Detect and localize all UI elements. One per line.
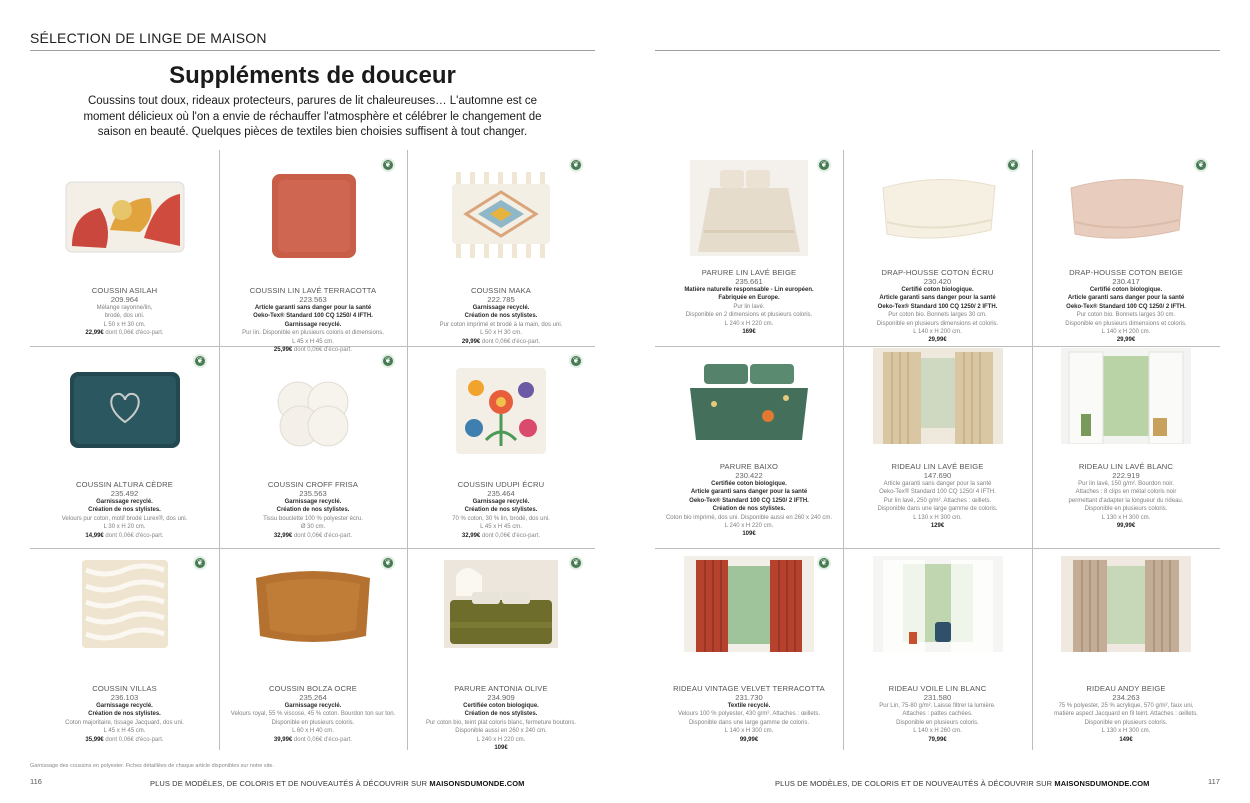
eco-participation: dont 0,06€ d'éco-part. bbox=[103, 532, 164, 539]
eco-participation: dont 0,06€ d'éco-part. bbox=[103, 736, 164, 743]
product-info bbox=[225, 480, 401, 540]
product-price: 99,99€ bbox=[1116, 523, 1136, 530]
product-price: 129€ bbox=[930, 523, 945, 530]
product-price-line bbox=[225, 736, 401, 744]
product-card[interactable] bbox=[655, 548, 843, 750]
tassel-cushion-image[interactable] bbox=[436, 168, 566, 269]
product-highlight: Article garanti sans danger pour la santé bbox=[690, 489, 808, 496]
product-description: matière aspect Jacquard en fil teint. Attaches : œillets. bbox=[1054, 711, 1198, 718]
product-info bbox=[849, 462, 1026, 530]
page-headline: Suppléments de douceur bbox=[169, 62, 456, 89]
product-name[interactable]: COUSSIN VILLAS bbox=[92, 684, 157, 693]
product-highlight: Création de nos stylistes. bbox=[464, 313, 538, 320]
product-highlight: Article garanti sans danger pour la santé bbox=[254, 305, 372, 311]
product-reference: 147.690 bbox=[923, 471, 952, 480]
product-price-line bbox=[849, 336, 1026, 344]
page-number-left: 116 bbox=[30, 777, 42, 786]
product-price-line bbox=[225, 532, 401, 540]
product-description: Tissu bouclette 100 % polyester écru. bbox=[263, 515, 363, 522]
product-description: Coton bio imprimé, dos uni. Disponible aussi en 260 x 240 cm. bbox=[665, 514, 833, 521]
product-card[interactable] bbox=[843, 548, 1032, 750]
product-highlight: Article garanti sans danger pour la santé bbox=[1067, 295, 1185, 302]
eco-leaf-icon: ❦ bbox=[193, 556, 207, 570]
product-info bbox=[661, 462, 837, 539]
product-description: Pur lin lavé, 150 g/m². Bourdon noir. bbox=[1078, 481, 1174, 487]
product-highlight: Garnissage recyclé. bbox=[96, 499, 153, 505]
product-description: L 240 x H 220 cm. bbox=[724, 320, 774, 327]
product-description: Pur lin lavé, 250 g/m². Attaches : œillets. bbox=[883, 497, 992, 504]
product-highlight: Création de nos stylistes. bbox=[88, 711, 161, 718]
product-card[interactable] bbox=[1032, 150, 1220, 346]
product-name[interactable]: COUSSIN UDUPI ÉCRU bbox=[457, 480, 545, 489]
product-info bbox=[36, 286, 213, 338]
product-card[interactable] bbox=[219, 150, 407, 354]
product-description: L 45 x H 45 cm. bbox=[480, 524, 522, 531]
eco-leaf-icon: ❦ bbox=[817, 556, 831, 570]
section-title: SÉLECTION DE LINGE DE MAISON bbox=[30, 30, 267, 46]
product-reference: 235.661 bbox=[735, 277, 763, 286]
product-highlight: Fabriquée en Europe. bbox=[718, 295, 780, 302]
eco-leaf-icon: ❦ bbox=[1006, 158, 1020, 172]
product-name[interactable]: PARURE BAIXO bbox=[719, 462, 779, 471]
product-price-line bbox=[1038, 522, 1214, 530]
andy-curtain-image[interactable] bbox=[1061, 556, 1191, 657]
product-price: 29,99€ bbox=[928, 337, 947, 344]
intro-paragraph: Coussins tout doux, rideaux protecteurs, parures de lit chaleureuses… L'automne est ce moment délicieux où l'on a envie de réchauffer l'atmosphère et célébrer le changement de saison en beauté. Quelques pièces de textiles bien choisies suffisent à tout changer. bbox=[83, 95, 542, 138]
product-info bbox=[1038, 684, 1214, 744]
product-name[interactable]: RIDEAU LIN LAVÉ BEIGE bbox=[891, 462, 984, 471]
product-description: Pur coton bio. Bonnets larges 30 cm. bbox=[1076, 312, 1176, 319]
product-info bbox=[225, 286, 401, 354]
eco-participation: dont 0,06€ d'éco-part. bbox=[103, 330, 164, 337]
footer-promo-text: PLUS DE MODÈLES, DE COLORIS ET DE NOUVEAUTÉS À DÉCOUVRIR SUR bbox=[775, 779, 1055, 788]
product-highlight: Garnissage recyclé. bbox=[472, 305, 530, 311]
product-highlight: Textile recyclé. bbox=[727, 703, 771, 709]
eco-leaf-icon: ❦ bbox=[193, 354, 207, 368]
product-description: Ø 30 cm. bbox=[300, 524, 326, 531]
product-info bbox=[36, 480, 213, 540]
product-price: 22,99€ bbox=[85, 330, 104, 337]
product-price-line bbox=[36, 736, 213, 744]
eco-leaf-icon: ❦ bbox=[381, 556, 395, 570]
product-highlight: Matière naturelle responsable - Lin européen. bbox=[684, 287, 814, 293]
product-price-line bbox=[36, 532, 213, 540]
product-description: L 60 x H 40 cm. bbox=[292, 728, 334, 735]
product-price: 109€ bbox=[742, 531, 756, 538]
product-info bbox=[413, 480, 589, 540]
product-price: 32,99€ bbox=[273, 532, 293, 539]
footer-promo-left[interactable] bbox=[150, 779, 525, 788]
product-description: Disponible dans une large gamme de coloris. bbox=[877, 506, 998, 513]
eco-leaf-icon: ❦ bbox=[381, 354, 395, 368]
product-highlight: Oeko-Tex® Standard 100 CQ 1250/ 2 IFTH. bbox=[877, 303, 998, 310]
header-rule-left bbox=[30, 50, 595, 51]
product-description: Disponible en plusieurs coloris. bbox=[896, 719, 979, 726]
abstract-cushion-image[interactable] bbox=[60, 168, 190, 269]
product-info bbox=[661, 268, 837, 336]
product-price-line bbox=[849, 522, 1026, 530]
product-highlight: Certifiée coton biologique. bbox=[711, 481, 787, 487]
eco-participation: dont 0,06€ d'éco-part. bbox=[292, 736, 353, 743]
product-price: 32,99€ bbox=[461, 532, 481, 539]
beige-curtain-image[interactable] bbox=[873, 348, 1003, 449]
product-highlight: Création de nos stylistes. bbox=[88, 507, 161, 514]
product-description: Disponible en plusieurs coloris. bbox=[1084, 719, 1168, 726]
product-card[interactable] bbox=[219, 346, 407, 548]
product-reference: 231.730 bbox=[735, 693, 763, 702]
product-description: Coton majoritaire, tissage Jacquard, dos uni. bbox=[65, 719, 184, 726]
product-reference: 230.420 bbox=[923, 277, 952, 286]
beige-linen-bed-image[interactable] bbox=[684, 160, 814, 261]
product-card[interactable] bbox=[407, 548, 595, 750]
product-price: 39,99€ bbox=[273, 736, 293, 743]
product-info bbox=[1038, 462, 1214, 530]
product-description: Pur coton bio. Bonnets larges 30 cm. bbox=[888, 312, 987, 319]
product-price-line bbox=[413, 744, 589, 752]
product-reference: 223.563 bbox=[299, 295, 327, 304]
product-highlight: Certifié coton biologique. bbox=[901, 287, 974, 293]
product-description: L 140 x H 260 cm. bbox=[913, 728, 962, 735]
product-description: L 240 x H 220 cm. bbox=[724, 523, 774, 530]
olive-bedding-image[interactable] bbox=[436, 556, 566, 657]
product-card[interactable] bbox=[843, 150, 1032, 346]
product-name[interactable]: COUSSIN LIN LAVÉ TERRACOTTA bbox=[249, 286, 377, 295]
product-description: Attaches : pattes cachées. bbox=[902, 711, 973, 718]
product-name[interactable]: RIDEAU VOILE LIN BLANC bbox=[888, 684, 987, 693]
product-price-line bbox=[1038, 336, 1214, 344]
ecru-sheet-image[interactable] bbox=[873, 160, 1003, 261]
product-reference: 230.422 bbox=[735, 471, 763, 480]
product-description: Pur lin. Disponible en plusieurs coloris et dimensions. bbox=[242, 330, 384, 337]
product-highlight: Garnissage recyclé. bbox=[284, 321, 342, 328]
product-reference: 222.919 bbox=[1112, 471, 1140, 480]
product-highlight: Oeko-Tex® Standard 100 CQ 1250/ 2 IFTH. bbox=[1066, 303, 1186, 310]
product-name[interactable]: PARURE LIN LAVÉ BEIGE bbox=[701, 268, 797, 277]
product-info bbox=[36, 684, 213, 744]
product-price: 149€ bbox=[1119, 736, 1133, 743]
product-card[interactable] bbox=[30, 346, 219, 548]
product-reference: 231.580 bbox=[923, 693, 952, 702]
product-price: 79,99€ bbox=[928, 736, 947, 743]
eco-participation: dont 0,06€ d'éco-part. bbox=[292, 347, 353, 354]
terracotta-cushion-image[interactable] bbox=[248, 168, 378, 269]
footer-note: Garnissage des coussins en polyester. Fiches détaillées de chaque article disponibles sur notre site. bbox=[30, 763, 274, 769]
product-highlight: Création de nos stylistes. bbox=[464, 507, 538, 514]
product-description: Disponible en plusieurs dimensions et coloris. bbox=[876, 320, 999, 327]
product-name[interactable]: COUSSIN CROFF FRISA bbox=[267, 480, 359, 489]
product-reference: 209.964 bbox=[110, 295, 139, 304]
product-info bbox=[413, 684, 589, 752]
product-info bbox=[413, 286, 589, 346]
product-name[interactable]: PARURE ANTONIA OLIVE bbox=[454, 684, 548, 693]
eco-leaf-icon: ❦ bbox=[569, 556, 583, 570]
product-info bbox=[1038, 268, 1214, 345]
voile-curtain-image[interactable] bbox=[873, 556, 1003, 657]
product-name[interactable]: COUSSIN ASILAH bbox=[91, 286, 158, 295]
ochre-cushion-image[interactable] bbox=[248, 556, 378, 657]
product-card[interactable] bbox=[407, 346, 595, 548]
eco-leaf-icon: ❦ bbox=[569, 354, 583, 368]
product-description: Disponible en plusieurs dimensions et coloris. bbox=[1065, 320, 1187, 327]
terracotta-curtain-image[interactable] bbox=[684, 556, 814, 657]
product-reference: 230.417 bbox=[1112, 277, 1140, 286]
product-price-line bbox=[661, 328, 837, 336]
product-reference: 235.492 bbox=[110, 489, 139, 498]
product-highlight: Certifiée coton biologique. bbox=[463, 703, 539, 709]
product-description: Oeko-Tex® Standard 100 CQ 1250/ 4 IFTH. bbox=[879, 489, 996, 496]
product-reference: 236.103 bbox=[110, 693, 139, 702]
product-price-line bbox=[849, 736, 1026, 744]
product-reference: 235.563 bbox=[299, 489, 327, 498]
product-description: Pur Lin, 75-80 g/m². Laisse filtrer la lumière. bbox=[879, 703, 996, 709]
product-card[interactable] bbox=[655, 150, 843, 346]
product-price-line bbox=[413, 532, 589, 540]
product-info bbox=[661, 684, 837, 744]
product-description: 70 % coton, 30 % lin, brodé, dos uni. bbox=[452, 515, 550, 522]
product-description: Mélange rayonne/lin, bbox=[96, 305, 153, 311]
product-name[interactable]: RIDEAU LIN LAVÉ BLANC bbox=[1078, 462, 1174, 471]
product-description: Disponible en plusieurs coloris. bbox=[1084, 506, 1168, 513]
product-description: L 50 x H 30 cm. bbox=[103, 321, 146, 328]
product-description: L 30 x H 20 cm. bbox=[103, 524, 146, 531]
velvet-heart-cushion-image[interactable] bbox=[60, 362, 190, 463]
product-highlight: Garnissage recyclé. bbox=[284, 499, 342, 505]
product-card[interactable] bbox=[1032, 548, 1220, 750]
product-highlight: Garnissage recyclé. bbox=[472, 499, 530, 505]
beige-sheet-image[interactable] bbox=[1061, 160, 1191, 261]
product-card[interactable] bbox=[843, 346, 1032, 548]
eco-leaf-icon: ❦ bbox=[381, 158, 395, 172]
product-price: 25,99€ bbox=[273, 347, 293, 354]
product-description: L 45 x H 45 cm. bbox=[103, 728, 146, 735]
product-price: 35,99€ bbox=[85, 736, 104, 743]
eco-participation: dont 0,06€ d'éco-part. bbox=[480, 532, 541, 539]
product-description: permettant d'adapter la longueur du rideau. bbox=[1068, 497, 1184, 504]
product-description: L 140 x H 200 cm. bbox=[1101, 329, 1151, 336]
product-card[interactable] bbox=[30, 548, 219, 750]
footer-promo-right[interactable] bbox=[775, 779, 1150, 788]
product-description: Pur coton bio, teint plat coloris blanc, fermeture boutons. bbox=[425, 719, 577, 726]
jacquard-cushion-image[interactable] bbox=[60, 556, 190, 657]
product-price-line bbox=[413, 338, 589, 346]
product-description: Disponible dans une large gamme de coloris. bbox=[688, 719, 810, 726]
product-description: L 140 x H 200 cm. bbox=[913, 329, 962, 336]
product-card[interactable] bbox=[219, 548, 407, 750]
header-rule-right bbox=[655, 50, 1220, 51]
eco-participation: dont 0,06€ d'éco-part. bbox=[480, 338, 541, 345]
product-description: 75 % polyester, 25 % acrylique, 570 g/m², faux uni, bbox=[1058, 703, 1194, 709]
product-description: L 130 x H 300 cm. bbox=[913, 514, 962, 521]
product-reference: 235.264 bbox=[299, 693, 327, 702]
product-description: L 130 x H 300 cm. bbox=[1101, 728, 1151, 735]
product-price: 109€ bbox=[494, 745, 508, 752]
product-description: L 130 x H 300 cm. bbox=[1101, 514, 1151, 521]
product-price: 14,99€ bbox=[85, 532, 104, 539]
floral-cushion-image[interactable] bbox=[436, 362, 566, 463]
product-description: Article garanti sans danger pour la santé bbox=[883, 481, 992, 487]
product-name[interactable]: DRAP-HOUSSE COTON BEIGE bbox=[1069, 268, 1183, 277]
eco-leaf-icon: ❦ bbox=[1194, 158, 1208, 172]
product-card[interactable] bbox=[407, 150, 595, 346]
product-card[interactable] bbox=[655, 346, 843, 548]
product-card[interactable] bbox=[1032, 346, 1220, 548]
product-name[interactable]: COUSSIN MAKA bbox=[470, 286, 532, 295]
product-description: L 140 x H 300 cm. bbox=[724, 728, 774, 735]
product-info bbox=[225, 684, 401, 744]
product-reference: 235.464 bbox=[487, 489, 515, 498]
product-reference: 234.909 bbox=[487, 693, 515, 702]
product-description: L 240 x H 220 cm. bbox=[476, 736, 526, 743]
product-description: Pur coton imprimé et brodé à la main, dos uni. bbox=[439, 321, 563, 328]
product-card[interactable] bbox=[30, 150, 219, 346]
footer-promo-site[interactable]: MAISONSDUMONDE.COM bbox=[1054, 779, 1150, 788]
product-highlight: Article garanti sans danger pour la santé bbox=[879, 295, 996, 302]
product-info bbox=[849, 684, 1026, 744]
product-name[interactable]: RIDEAU VINTAGE VELVET TERRACOTTA bbox=[673, 684, 825, 693]
product-info bbox=[849, 268, 1026, 345]
product-description: brodé, dos uni. bbox=[104, 313, 145, 320]
product-name[interactable]: COUSSIN ALTURA CÈDRE bbox=[76, 480, 173, 489]
product-price: 29,99€ bbox=[461, 338, 481, 345]
product-description: L 45 x H 45 cm. bbox=[292, 338, 334, 345]
product-description: Pur lin lavé. bbox=[733, 303, 765, 310]
eco-leaf-icon: ❦ bbox=[569, 158, 583, 172]
product-description: Disponible en plusieurs coloris. bbox=[271, 719, 355, 726]
knot-cushion-image[interactable] bbox=[248, 362, 378, 463]
eco-participation: dont 0,06€ d'éco-part. bbox=[292, 532, 353, 539]
product-description: Disponible aussi en 260 x 240 cm. bbox=[455, 728, 547, 735]
product-highlight: Certifié coton biologique. bbox=[1089, 287, 1163, 293]
product-name[interactable]: DRAP-HOUSSE COTON ÉCRU bbox=[881, 268, 994, 277]
product-price-line bbox=[1038, 736, 1214, 744]
product-highlight: Oeko-Tex® Standard 100 CQ 1250/ 2 IFTH. bbox=[689, 497, 809, 504]
product-reference: 222.785 bbox=[487, 295, 515, 304]
product-name[interactable]: COUSSIN BOLZA OCRE bbox=[269, 684, 357, 693]
product-name[interactable]: RIDEAU ANDY BEIGE bbox=[1086, 684, 1166, 693]
product-price: 99,99€ bbox=[739, 736, 759, 743]
product-description: Velours royal, 55 % viscose, 45 % coton. Bourdon ton sur ton. bbox=[230, 711, 396, 718]
product-highlight: Garnissage recyclé. bbox=[96, 703, 153, 709]
product-description: Attaches : 8 clips en métal coloris noir bbox=[1075, 489, 1177, 496]
product-highlight: Création de nos stylistes. bbox=[464, 711, 538, 718]
white-curtain-image[interactable] bbox=[1061, 348, 1191, 449]
footer-promo-site[interactable]: MAISONSDUMONDE.COM bbox=[429, 779, 525, 788]
product-reference: 234.263 bbox=[1112, 693, 1140, 702]
product-description: Velours 100 % polyester, 430 g/m². Attaches : œillets. bbox=[677, 711, 821, 718]
product-highlight: Oeko-Tex® Standard 100 CQ 1250/ 4 IFTH. bbox=[253, 313, 373, 320]
footer-promo-text: PLUS DE MODÈLES, DE COLORIS ET DE NOUVEAUTÉS À DÉCOUVRIR SUR bbox=[150, 779, 430, 788]
page-number-right: 117 bbox=[1208, 777, 1220, 786]
product-highlight: Garnissage recyclé. bbox=[284, 703, 342, 709]
product-highlight: Création de nos stylistes. bbox=[276, 507, 350, 514]
product-highlight: Création de nos stylistes. bbox=[712, 506, 786, 513]
product-price: 29,99€ bbox=[1116, 337, 1136, 344]
product-description: Disponible en 2 dimensions et plusieurs coloris. bbox=[685, 312, 813, 319]
product-price-line bbox=[661, 530, 837, 538]
product-description: Velours pur coton, motif brodé Lurex®, dos uni. bbox=[61, 515, 188, 522]
product-price: 169€ bbox=[742, 329, 756, 336]
eco-leaf-icon: ❦ bbox=[817, 158, 831, 172]
product-price-line bbox=[36, 329, 213, 337]
product-description: L 50 x H 30 cm. bbox=[480, 330, 522, 337]
green-bedding-image[interactable] bbox=[684, 348, 814, 449]
product-price-line bbox=[661, 736, 837, 744]
